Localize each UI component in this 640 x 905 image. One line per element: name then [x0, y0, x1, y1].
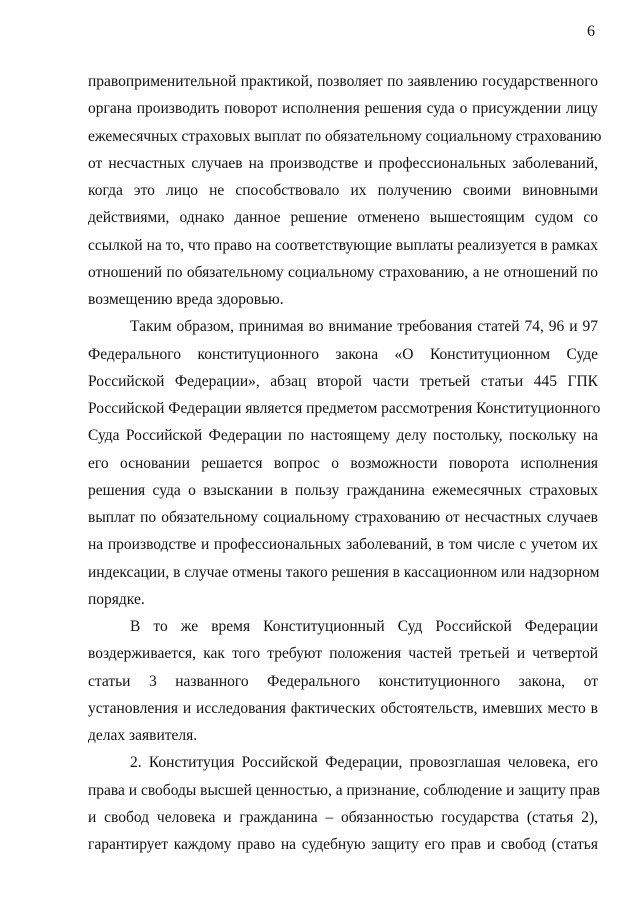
document-body	[88, 68, 602, 858]
text-line: 2. Конституция Российской Федерации, провозглашая человека, его	[130, 754, 598, 772]
text-line: индексации, в случае отмены такого решения в кассационном или надзорном	[88, 563, 600, 581]
text-line: порядке.	[88, 590, 145, 608]
text-line: Федерального конституционного закона «О Конституционном Суде	[88, 345, 598, 363]
text-line: от несчастных случаев на производстве и профессиональных заболеваний,	[88, 154, 598, 172]
text-line: когда это лицо не способствовало их получению своими виновными	[88, 182, 598, 199]
text-line: отношений по обязательному социальному страхованию, а не отношений по	[88, 263, 598, 281]
text-line: Суда Российской Федерации по настоящему делу постольку, поскольку на	[88, 427, 598, 445]
text-line: его основании решается вопрос о возможности поворота исполнения	[88, 454, 598, 472]
text-line: органа производить поворот исполнения решения суда о присуждении лицу	[88, 100, 598, 118]
text-line: установления и исследования фактических обстоятельств, имевших место в	[88, 699, 598, 717]
text-line: В то же время Конституционный Суд Российской Федерации	[130, 618, 598, 635]
text-line: статьи 3 названного Федерального конституционного закона, от	[88, 672, 598, 690]
text-line: Российской Федерации», абзац второй части третьей статьи 445 ГПК	[88, 372, 598, 390]
text-line: действиями, однако данное решение отменено вышестоящим судом со	[88, 209, 598, 227]
text-line: ежемесячных страховых выплат по обязательному социальному страхованию	[88, 127, 602, 145]
text-line: решения суда о взыскании в пользу гражданина ежемесячных страховых	[88, 481, 598, 499]
page-number: 6	[587, 23, 595, 40]
text-line: возмещению вреда здоровью.	[88, 291, 284, 308]
text-line: и свобод человека и гражданина – обязанностью государства (статья 2),	[88, 808, 598, 826]
text-line: Российской Федерации является предметом рассмотрения Конституционного	[88, 400, 601, 417]
text-line: права и свободы высшей ценностью, а признание, соблюдение и защиту прав	[88, 781, 600, 799]
text-line: ссылкой на то, что право на соответствующие выплаты реализуется в рамках	[88, 236, 598, 254]
text-line: Таким образом, принимая во внимание требования статей 74, 96 и 97	[130, 318, 598, 336]
text-line: на производстве и профессиональных заболеваний, в том числе с учетом их	[88, 536, 598, 554]
text-line: выплат по обязательному социальному страхованию от несчастных случаев	[88, 509, 598, 526]
text-line: делах заявителя.	[88, 727, 198, 744]
text-line: воздерживается, как того требуют положения частей третьей и четвертой	[88, 645, 598, 663]
text-line: правоприменительной практикой, позволяет по заявлению государственного	[88, 73, 598, 90]
text-line: гарантирует каждому право на судебную защиту его прав и свобод (статья	[88, 836, 598, 853]
